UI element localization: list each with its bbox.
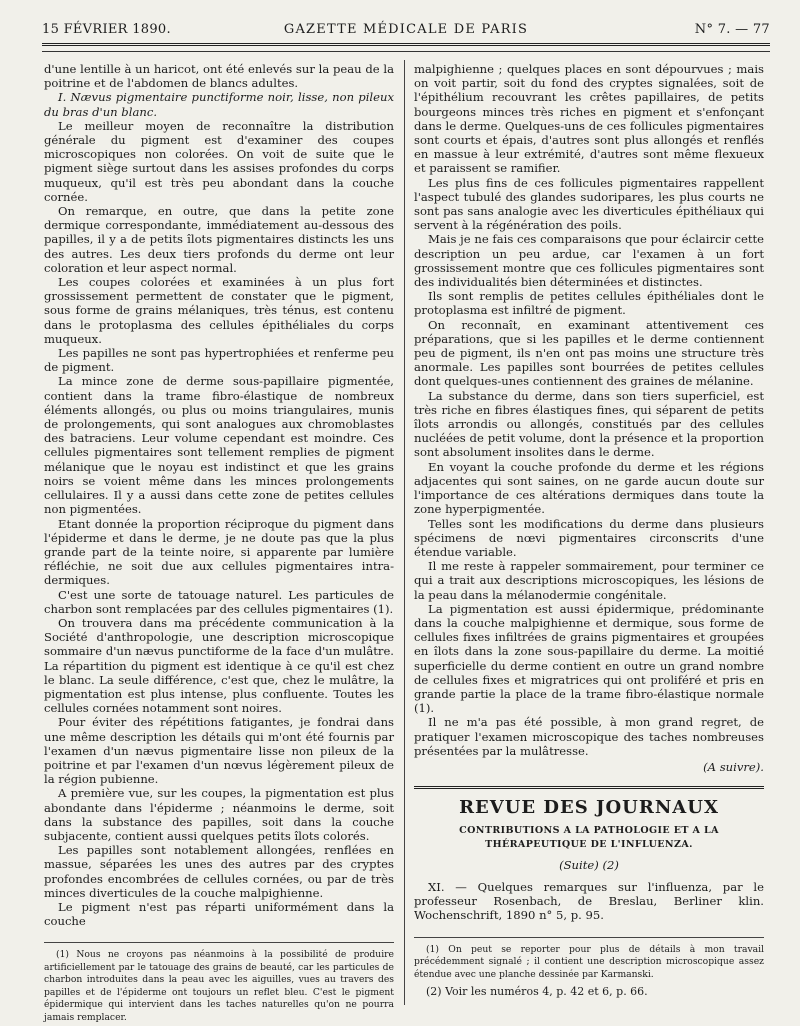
header-double-rule [42,43,770,46]
header-issue-number: N° 7. — 77 [694,22,770,37]
paragraph: La mince zone de derme sous-papillaire pigmentée, contient dans la trame fibro-élastique de nombreux éléments allongés, ou plus ou moins triangulaires, munis de prolongements, qui sont analogues aux chromoblastes des batraciens. Leur volume cependant est moindre. Ces cellules pigmentaires sont tellement remplies de pigment mélanique que le noyau est indistinct et que les grains noirs se voient même dans les minces prolongements cellulaires. Il y a aussi dans cette zone de petites cellules non pigmentées. [44,374,394,517]
paragraph: En voyant la couche profonde du derme et les régions adjacentes qui sont saines, on ne garde aucun doute sur l'importance de ces altérations dermiques dans toute la zone hyperpigmentée. [414,459,764,517]
paragraph: Le pigment n'est pas réparti uniformément dans la couche [44,899,394,929]
footnote: (2) Voir les numéros 4, p. 42 et 6, p. 66. [426,985,648,999]
footnote: (1) On peut se reporter pour plus de détails à mon travail précédemment signalé ; il contient une description microscopique assez étendue avec une planche dessinée par Karmanski. [414,943,764,980]
section-heading: I. Nævus pigmentaire punctiforme noir, lisse, non pileux du bras d'un blanc. [44,90,394,119]
paragraph: Les plus fins de ces follicules pigmentaires rappellent l'aspect tubulé des glandes sudoripares, les plus courts ne sont pas sans analogie avec les diverticules épithéliaux qui servent à la régénération des poils. [414,175,764,233]
footnote: (1) Nous ne croyons pas néanmoins à la possibilité de produire artificiellement par le tatouage des grains de beauté, car les particules de charbon introduites dans la peau avec les aiguilles, vues au travers des papilles et de l'épiderme ont toujours un reflet bleu. C'est le pigment épidermique qui intervient dans les taches naturelles qu'on ne pourra jamais remplacer. [44,949,394,1023]
to-be-continued: (A suivre). [703,759,764,774]
paragraph: La substance du derme, dans son tiers superficiel, est très riche en fibres élastiques fines, qui séparent de petits îlots arrondis ou allongés, constitués par des cellules nucléées de petit volume, dont la présence et la proportion sont absolument insolites dans le derme. [414,388,764,460]
paragraph: Les papilles ne sont pas hypertrophiées et renferme peu de pigment. [44,346,394,375]
footnote-rule [44,942,394,943]
left-column [44,62,394,1024]
review-entry: XI. — Quelques remarques sur l'influenza, par le professeur Rosenbach, de Breslau, Berliner klin. Wochenschrift, 1890 n° 5, p. 95. [414,879,764,923]
paragraph: Pour éviter des répétitions fatigantes, je fondrai dans une même description les détails qui m'ont été fournis par l'examen d'un nævus pigmentaire lisse non pileux de la poitrine et par l'examen d'un nœvus légèrement pileux de la région pubienne. [44,715,394,787]
section-title: REVUE DES JOURNAUX [459,796,719,818]
paragraph: On reconnaît, en examinant attentivement ces préparations, que si les papilles et le derme contiennent peu de pigment, ils n'en ont pas moins une structure très anormale. Les papilles sont bourrées de petites cellules dont quelques-unes contiennent des graines de mélanine. [414,317,764,389]
paragraph: On trouvera dans ma précédente communication à la Société d'anthropologie, une description microscopique sommaire d'un nævus punctiforme de la face d'un mulâtre. La répartition du pigment est identique à ce qu'il est chez le blanc. La seule différence, c'est que, chez le mulâtre, la pigmentation est plus intense, plus confluente. Toutes les cellules cornées notamment sont noires. [44,615,394,716]
paragraph: Mais je ne fais ces comparaisons que pour éclaircir cette description un peu ardue, car l'examen à un fort grossissement montre que ces follicules pigmentaires sont des individualités bien déterminées et distinctes. [414,232,764,290]
page-header [42,16,770,42]
footnote-rule [414,937,764,938]
right-column [414,62,764,999]
header-journal-title: GAZETTE MÉDICALE DE PARIS [283,22,529,37]
column-divider [404,60,405,1005]
paragraph: A première vue, sur les coupes, la pigmentation est plus abondante dans l'épiderme ; néanmoins le derme, soit dans la substance des papilles, soit dans la couche subjacente, contient aussi quelques petits îlots colorés. [44,786,394,843]
paragraph: Les coupes colorées et examinées à un plus fort grossissement permettent de constater que le pigment, sous forme de grains mélaniques, très ténus, est contenu dans le protoplasma des cellules épithéliales du corps muqueux. [44,275,394,346]
header-date: 15 FÉVRIER 1890. [42,22,171,37]
paragraph: Etant donnée la proportion réciproque du pigment dans l'épiderme et dans le derme, je ne doute pas que la plus grande part de la teinte noire, si apparente par lumière réfléchie, ne soit due aux cellules pigmentaires intra-dermiques. [44,516,394,588]
paragraph: Il me reste à rappeler sommairement, pour terminer ce qui a trait aux descriptions microscopiques, les lésions de la peau dans la mélanodermie congénitale. [414,559,764,602]
paragraph: d'une lentille à un haricot, ont été enlevés sur la peau de la poitrine et de l'abdomen de blancs adultes. [44,62,394,91]
section-suite: (Suite) (2) [559,857,619,872]
paragraph: Les papilles sont notablement allongées, renflées en massue, séparées les unes des autres par des cryptes profondes encombrées de cellules cornées, ou par de très minces diverticules de la couche malpighienne. [44,843,394,900]
paragraph: Le meilleur moyen de reconnaître la distribution générale du pigment est d'examiner des coupes microscopiques non colorées. On voit de suite que le pigment siège surtout dans les assises profondes du corps muqueux, qu'il est très peu abondant dans la couche cornée. [44,118,394,204]
paragraph: La pigmentation est aussi épidermique, prédominante dans la couche malpighienne et dermique, sous forme de cellules fixes infiltrées de grains pigmentaires et groupées en îlots dans la zone sous-papillaire du derme. La moitié superficielle du derme contient en outre un grand nombre de cellules fixes et migratrices qui ont proliféré et pris en grande partie la place de la trame fibro-élastique normale (1). [414,601,764,716]
section-subtitle: CONTRIBUTIONS A LA PATHOLOGIE ET A LA THÉRAPEUTIQUE DE L'INFLUENZA. [459,824,719,850]
paragraph: Telles sont les modifications du derme dans plusieurs spécimens de nœvi pigmentaires circonscrits d'une étendue variable. [414,516,764,559]
paragraph: Il ne m'a pas été possible, à mon grand regret, de pratiquer l'examen microscopique des taches nombreuses présentées par la mulâtresse. [414,715,764,758]
paragraph: On remarque, en outre, que dans la petite zone dermique correspondante, immédiatement au-dessous des papilles, il y a de petits îlots pigmentaires distincts les uns des autres. Les deux tiers profonds du derme ont leur coloration et leur aspect normal. [44,204,394,275]
paragraph: C'est une sorte de tatouage naturel. Les particules de charbon sont remplacées par des cellules pigmentaires (1). [44,587,394,616]
paragraph: malpighienne ; quelques places en sont dépourvues ; mais on voit partir, soit du fond des cryptes signalées, soit de l'épithélium recouvrant les crêtes papillaires, de petits bourgeons minces très riches en pigment et s'enfonçant dans le derme. Quelques-uns de ces follicules pigmentaires sont courts et épais, d'autres sont plus allongés et renflés en massue à leur extrémité, d'autres sont même flexueux et paraissent se ramifier. [414,62,764,176]
paragraph: Ils sont remplis de petites cellules épithéliales dont le protoplasma est infiltré de pigment. [414,289,764,318]
header-rule [42,51,770,52]
section-double-rule [414,786,764,789]
